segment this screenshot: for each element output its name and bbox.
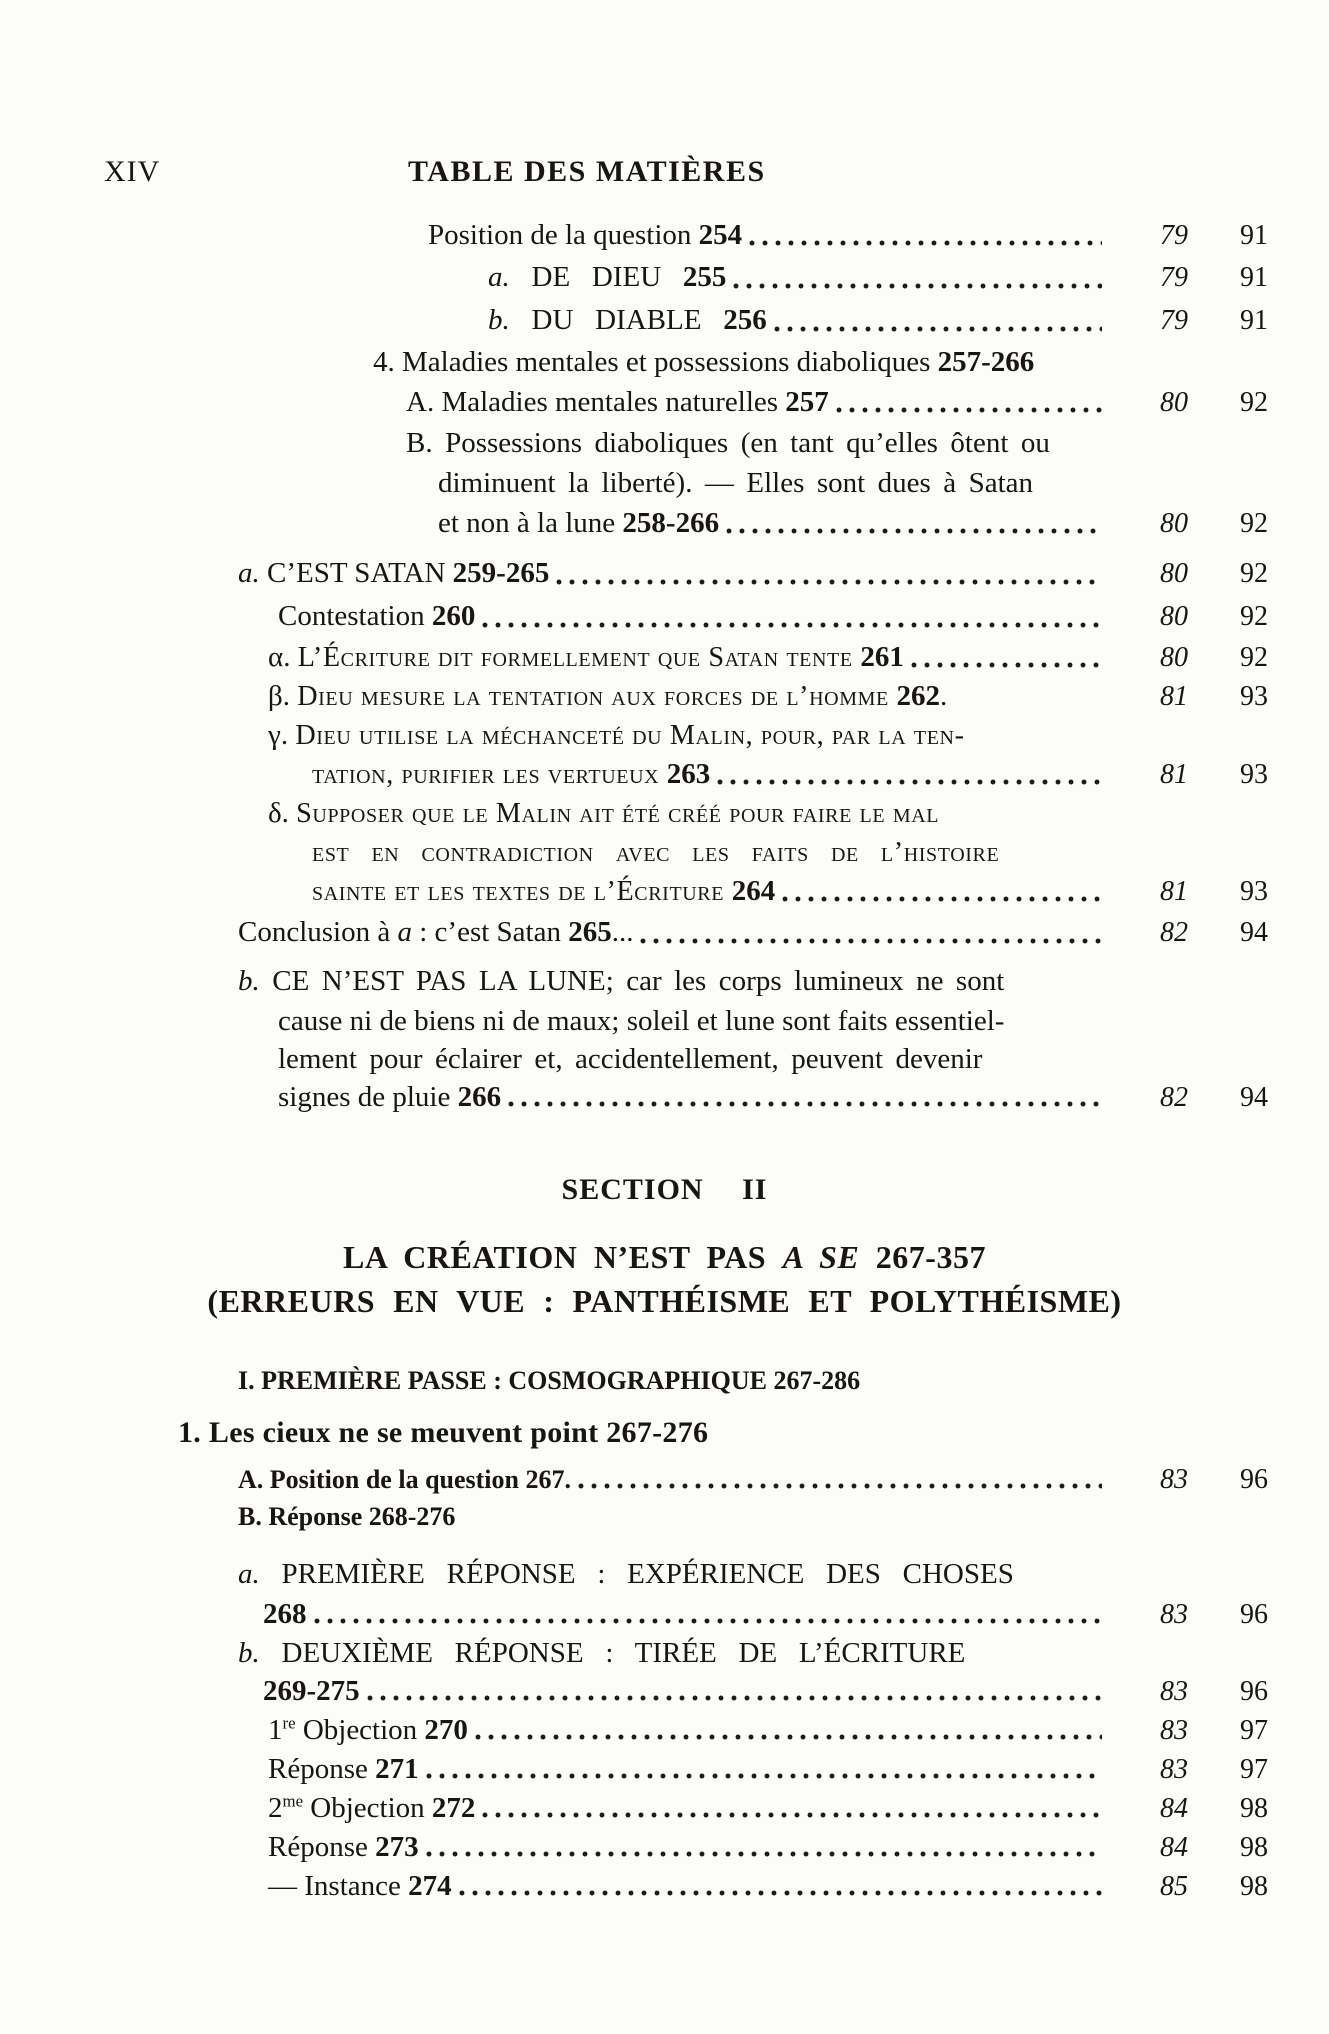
toc-row [0, 1672, 1329, 1711]
page-col-secondary: 93 [1240, 876, 1268, 907]
toc-row [0, 638, 1329, 677]
toc-entry-text [0, 1750, 1124, 1788]
toc-row [0, 794, 1329, 833]
toc-rows [0, 215, 1329, 1906]
toc-text-fragment: α. [268, 641, 298, 673]
toc-text-fragment: 271 [375, 1753, 419, 1785]
page-col-primary: 81 [1160, 681, 1188, 712]
dot-leader [726, 528, 1102, 534]
toc-text-fragment: Dieu mesure la tentation aux forces de l’homme [297, 681, 897, 712]
toc-text-fragment: γ. [268, 719, 296, 751]
page-col-primary: 80 [1160, 558, 1188, 589]
toc-text-fragment: a. [488, 261, 532, 293]
toc-row [0, 256, 1329, 299]
toc-text-fragment: 273 [375, 1831, 419, 1863]
toc-entry-text [0, 833, 1124, 872]
toc-text-fragment: A. Position de la question 267. [238, 1465, 571, 1494]
toc-text-fragment: 259-265 [452, 557, 550, 589]
toc-entry-text [0, 342, 1124, 382]
page-col-secondary: 96 [1240, 1464, 1268, 1495]
toc-text-fragment: a. [238, 557, 267, 589]
toc-row [0, 1363, 1329, 1399]
toc-text-fragment: tation, purifier les vertueux [312, 759, 667, 790]
toc-text-fragment: signes de pluie [278, 1081, 458, 1113]
page-col-secondary: 97 [1240, 1754, 1268, 1785]
page-col-secondary: 91 [1240, 305, 1268, 336]
toc-entry-label [238, 552, 549, 594]
toc-entry-text [0, 911, 1124, 953]
toc-entry-text [0, 1634, 1124, 1672]
toc-entry-label [438, 503, 719, 543]
toc-entry-text [0, 1411, 1124, 1455]
toc-entry-label [238, 1634, 965, 1672]
toc-entry-text [0, 960, 1124, 1002]
toc-text-fragment: cause ni de biens ni de maux; soleil et lune sont faits essentiel- [278, 1005, 1005, 1037]
toc-row [0, 552, 1329, 595]
page-col-primary: 84 [1160, 1832, 1188, 1863]
toc-text-fragment: B. Possessions diaboliques (en tant qu’elles ôtent ou [406, 427, 1050, 459]
dot-leader [482, 1812, 1102, 1818]
toc-entry-text [0, 872, 1124, 911]
dot-leader [749, 240, 1102, 246]
dot-leader [717, 779, 1102, 785]
toc-text-fragment: (ERREURS EN VUE : PANTHÉISME ET POLYTHÉISME) [207, 1283, 1122, 1319]
toc-entry-label [312, 755, 710, 794]
toc-text-fragment: 257 [785, 386, 829, 418]
toc-text-fragment: Conclusion à [238, 916, 398, 948]
toc-text-fragment: SECTION II [561, 1173, 768, 1206]
page-col-secondary: 98 [1240, 1793, 1268, 1824]
toc-entry-text [0, 1363, 1124, 1399]
toc-entry-label [278, 1002, 1004, 1040]
toc-entry-text [0, 755, 1124, 794]
toc-entry-text [0, 794, 1124, 833]
toc-text-fragment: re [282, 1713, 296, 1733]
toc-text-fragment: A SE [782, 1239, 860, 1275]
page-col-primary: 81 [1160, 759, 1188, 790]
toc-text-fragment: 261 [860, 641, 904, 673]
toc-row [0, 463, 1329, 503]
page-col-primary: 80 [1160, 508, 1188, 539]
page-col-secondary: 94 [1240, 1082, 1268, 1113]
page-col-secondary: 92 [1240, 642, 1268, 673]
toc-entry-label [268, 716, 965, 755]
toc-text-fragment: 1 [268, 1714, 283, 1746]
toc-entry-text [0, 382, 1124, 422]
toc-entry-label [238, 911, 633, 953]
toc-text-fragment: Supposer que le Malin ait été créé pour faire le mal [296, 798, 940, 829]
toc-text-fragment: Réponse [268, 1831, 376, 1863]
toc-row [0, 911, 1329, 954]
toc-entry-text [0, 638, 1124, 677]
toc-entry-label [238, 1498, 455, 1535]
page-col-primary: 79 [1160, 220, 1188, 251]
toc-text-fragment: β. [268, 680, 298, 712]
toc-entry-label [268, 677, 947, 716]
toc-entry-label [438, 463, 1033, 503]
toc-text-fragment: sainte et les textes de l’Écriture [312, 876, 732, 907]
toc-text-fragment: est en contradiction avec les faits de l’histoire [312, 837, 1000, 868]
toc-entry-label [278, 595, 475, 637]
toc-entry-label [268, 1711, 468, 1749]
toc-text-fragment: 270 [424, 1714, 468, 1746]
toc-entry-text [0, 299, 1124, 341]
toc-text-fragment: 1. Les cieux ne se meuvent point 267-276 [178, 1416, 709, 1449]
toc-text-fragment: 268 [263, 1598, 307, 1630]
toc-text-fragment: Dieu utilise la méchanceté du Malin, pour, par la ten- [295, 720, 965, 751]
toc-row [0, 1711, 1329, 1750]
dot-leader [578, 1483, 1102, 1489]
toc-row [0, 1828, 1329, 1867]
page-col-primary: 83 [1160, 1754, 1188, 1785]
toc-entry-label [268, 1867, 452, 1905]
toc-text-fragment: 264 [731, 875, 776, 907]
toc-row [0, 423, 1329, 463]
toc-text-fragment: L’Écriture dit formellement que Satan tente [297, 642, 861, 673]
toc-text-fragment: b. [238, 1637, 282, 1669]
page-col-primary: 83 [1160, 1599, 1188, 1630]
toc-entry-text [0, 1828, 1124, 1866]
toc-entry-label [406, 423, 1050, 463]
folio-page-number: XIV [104, 155, 161, 188]
toc-text-fragment: 255 [682, 261, 727, 293]
toc-entry-label [428, 215, 742, 255]
section-heading [0, 1173, 1329, 1207]
toc-entry-label [278, 1040, 982, 1078]
toc-entry-text [0, 423, 1124, 463]
toc-entry-label [263, 1672, 360, 1710]
page-col-secondary: 91 [1240, 262, 1268, 293]
dot-leader [459, 1890, 1102, 1896]
toc-text-fragment: lement pour éclairer et, accidentellement, peuvent devenir [278, 1043, 983, 1075]
page-col-primary: 79 [1160, 262, 1188, 293]
page-col-secondary: 92 [1240, 387, 1268, 418]
dot-leader [314, 1618, 1103, 1624]
toc-row [0, 755, 1329, 794]
toc-row [0, 1078, 1329, 1117]
toc-text-fragment: Position de la question [428, 219, 699, 251]
toc-row [0, 215, 1329, 256]
toc-entry-text [0, 1672, 1124, 1710]
toc-entry-text [0, 1789, 1124, 1827]
toc-text-fragment: 256 [723, 304, 767, 336]
toc-entry-label [268, 794, 939, 833]
toc-row [0, 960, 1329, 1002]
page-col-primary: 80 [1160, 387, 1188, 418]
toc-entry-text [0, 1867, 1124, 1905]
toc-entry-text [0, 1498, 1124, 1535]
dot-leader [836, 407, 1102, 413]
toc-text-fragment: a. [238, 1558, 282, 1590]
dot-leader [426, 1773, 1102, 1779]
page-col-secondary: 96 [1240, 1676, 1268, 1707]
toc-text-fragment: ... [611, 916, 634, 948]
dot-leader [733, 283, 1102, 289]
toc-row [0, 1040, 1329, 1078]
toc-text-fragment: me [282, 1791, 304, 1811]
dot-leader [367, 1695, 1102, 1701]
page-col-primary: 82 [1160, 917, 1188, 948]
toc-entry-label [312, 872, 775, 911]
page-col-primary: 81 [1160, 876, 1188, 907]
toc-row [0, 1461, 1329, 1498]
dot-leader [640, 938, 1102, 944]
toc-text-fragment: LA CRÉATION N’EST PAS [343, 1239, 783, 1275]
toc-entry-text [0, 1040, 1124, 1078]
page-col-primary: 83 [1160, 1676, 1188, 1707]
toc-row [0, 595, 1329, 638]
toc-text-fragment: 263 [666, 758, 711, 790]
toc-entry-text [0, 1595, 1124, 1633]
toc-row [0, 1750, 1329, 1789]
toc-entry-label [406, 382, 829, 422]
toc-text-fragment: DE DIEU [531, 261, 683, 293]
toc-entry-label [373, 342, 1034, 382]
toc-row [0, 1867, 1329, 1906]
page-col-secondary: 92 [1240, 508, 1268, 539]
dot-leader [426, 1851, 1102, 1857]
dot-leader [782, 896, 1102, 902]
toc-text-fragment: 267-357 [859, 1239, 986, 1275]
toc-text-fragment: 265 [568, 916, 612, 948]
page-col-primary: 80 [1160, 642, 1188, 673]
toc-text-fragment: 254 [698, 219, 743, 251]
toc-entry-text [0, 552, 1124, 594]
toc-row [0, 1002, 1329, 1040]
page-col-secondary: 92 [1240, 601, 1268, 632]
toc-entry-text [0, 256, 1124, 298]
toc-entry-label [238, 1461, 571, 1498]
toc-entry-label [312, 833, 999, 872]
section-title [0, 1235, 1329, 1279]
page-header [0, 156, 1329, 188]
toc-row [0, 503, 1329, 544]
toc-text-fragment: δ. [268, 797, 297, 829]
toc-entry-label [263, 1595, 307, 1633]
dot-leader [482, 622, 1102, 628]
page-col-secondary: 92 [1240, 558, 1268, 589]
toc-row [0, 872, 1329, 911]
toc-text-fragment: Contestation [278, 600, 432, 632]
toc-text-fragment: 2 [268, 1792, 283, 1824]
page-col-secondary: 93 [1240, 759, 1268, 790]
toc-text-fragment: 272 [431, 1792, 476, 1824]
toc-text-fragment: et non à la lune [438, 507, 623, 539]
toc-row [0, 677, 1329, 716]
page-col-secondary: 93 [1240, 681, 1268, 712]
toc-row [0, 1634, 1329, 1672]
toc-entry-label [488, 299, 767, 341]
toc-entry-text [0, 463, 1124, 503]
toc-row [0, 382, 1329, 423]
toc-text-fragment: — Instance [268, 1870, 409, 1902]
toc-entry-label [238, 960, 1004, 1002]
toc-row [0, 1595, 1329, 1634]
toc-text-fragment: PREMIÈRE RÉPONSE : EXPÉRIENCE DES CHOSES [281, 1558, 1014, 1590]
toc-entry-text [0, 215, 1124, 255]
toc-text-fragment: : c’est Satan [412, 916, 569, 948]
toc-entry-label [268, 1750, 419, 1788]
page-col-primary: 80 [1160, 601, 1188, 632]
toc-text-fragment: b. [238, 965, 273, 997]
toc-text-fragment: 258-266 [622, 507, 720, 539]
page-col-primary: 84 [1160, 1793, 1188, 1824]
dot-leader [556, 579, 1102, 585]
dot-leader [774, 326, 1102, 332]
toc-text-fragment: 262 [896, 680, 940, 712]
toc-entry-text [0, 677, 1124, 716]
toc-entry-label [238, 1363, 860, 1399]
toc-entry-text [0, 1461, 1124, 1498]
toc-text-fragment: . [939, 680, 948, 712]
toc-text-fragment: I. PREMIÈRE PASSE : COSMOGRAPHIQUE 267-286 [238, 1366, 861, 1395]
toc-text-fragment: C’EST SATAN [267, 557, 453, 589]
toc-text-fragment: CE N’EST PAS LA LUNE; car les corps lumineux ne sont [272, 965, 1005, 997]
page-col-primary: 82 [1160, 1082, 1188, 1113]
dot-leader [508, 1101, 1102, 1107]
toc-entry-label [268, 638, 904, 677]
toc-text-fragment: 274 [408, 1870, 452, 1902]
toc-row [0, 1498, 1329, 1535]
toc-row [0, 342, 1329, 382]
toc-text-fragment: 4. Maladies mentales et possessions diaboliques [373, 346, 938, 378]
toc-text-fragment: a [397, 916, 412, 948]
toc-text-fragment: diminuent la liberté). — Elles sont dues à Satan [438, 467, 1034, 499]
page-col-secondary: 97 [1240, 1715, 1268, 1746]
toc-text-fragment: Réponse [268, 1753, 376, 1785]
toc-row [0, 1789, 1329, 1828]
toc-entry-label [278, 1078, 501, 1116]
toc-text-fragment: DU DIABLE [531, 304, 724, 336]
toc-row [0, 1553, 1329, 1595]
page-col-primary: 85 [1160, 1871, 1188, 1902]
toc-row [0, 716, 1329, 755]
toc-entry-label [268, 1828, 419, 1866]
running-title: TABLE DES MATIÈRES [408, 155, 766, 188]
toc-text-fragment: DEUXIÈME RÉPONSE : TIRÉE DE L’ÉCRITURE [281, 1637, 966, 1669]
page-col-primary: 83 [1160, 1464, 1188, 1495]
toc-entry-text [0, 1078, 1124, 1116]
page-col-secondary: 98 [1240, 1871, 1268, 1902]
toc-text-fragment: 257-266 [937, 346, 1035, 378]
toc-text-fragment: A. Maladies mentales naturelles [406, 386, 786, 418]
page-col-secondary: 94 [1240, 917, 1268, 948]
toc-entry-label [488, 256, 726, 298]
page-col-primary: 79 [1160, 305, 1188, 336]
toc-entry-text [0, 1711, 1124, 1749]
toc-entry-text [0, 503, 1124, 543]
toc-row [0, 299, 1329, 342]
toc-text-fragment: b. [488, 304, 532, 336]
toc-entry-label [178, 1411, 708, 1455]
page-col-primary: 83 [1160, 1715, 1188, 1746]
toc-text-fragment: 260 [431, 600, 476, 632]
page-col-secondary: 98 [1240, 1832, 1268, 1863]
section-subtitle [0, 1279, 1329, 1323]
toc-row [0, 833, 1329, 872]
toc-entry-label [238, 1553, 1014, 1595]
page-col-secondary: 96 [1240, 1599, 1268, 1630]
toc-entry-label [268, 1789, 475, 1827]
toc-entry-text [0, 1002, 1124, 1040]
toc-text-fragment: Objection [295, 1714, 425, 1746]
page-col-secondary: 91 [1240, 220, 1268, 251]
dot-leader [911, 662, 1102, 668]
toc-text-fragment: B. Réponse 268-276 [238, 1502, 456, 1531]
toc-text-fragment: 266 [457, 1081, 502, 1113]
toc-text-fragment: 269-275 [263, 1675, 360, 1707]
toc-text-fragment: Objection [303, 1792, 432, 1824]
toc-entry-text [0, 1553, 1124, 1595]
dot-leader [475, 1734, 1102, 1740]
toc-row [0, 1411, 1329, 1455]
toc-entry-text [0, 595, 1124, 637]
toc-entry-text [0, 716, 1124, 755]
